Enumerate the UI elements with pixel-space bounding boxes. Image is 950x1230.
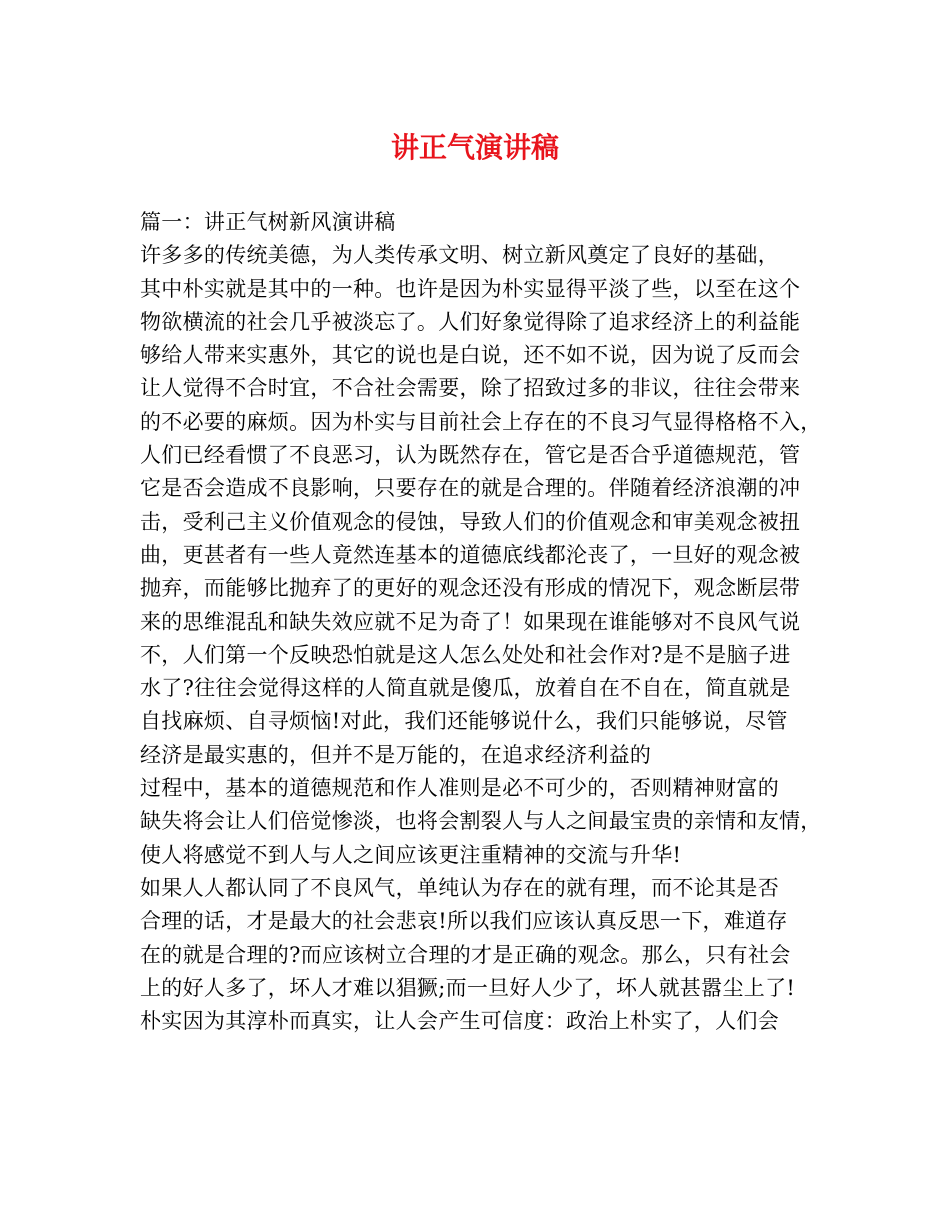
text-line: 经济是最实惠的，但并不是万能的，在追求经济利益的 xyxy=(140,742,652,767)
text-line: 使人将感觉不到人与人之间应该更注重精神的交流与升华! xyxy=(140,842,682,867)
text-line: 朴实因为其淳朴而真实，让人会产生可信度：政治上朴实了，人们会 xyxy=(140,1009,779,1034)
text-line: 曲，更甚者有一些人竟然连基本的道德底线都沦丧了，一旦好的观念被 xyxy=(140,542,801,567)
text-line: 够给人带来实惠外，其它的说也是白说，还不如不说，因为说了反而会 xyxy=(140,343,801,368)
text-line: 不，人们第一个反映恐怕就是这人怎么处处和社会作对?是不是脑子进 xyxy=(140,642,791,667)
text-line: 缺失将会让人们倍觉惨淡，也将会割裂人与人之间最宝贵的亲情和友情， xyxy=(140,809,822,834)
document-title: 讲正气演讲稿 xyxy=(390,131,559,164)
text-line: 自找麻烦、自寻烦恼!对此，我们还能够说什么，我们只能够说，尽管 xyxy=(140,709,788,734)
text-line: 物欲横流的社会几乎被淡忘了。人们好象觉得除了追求经济上的利益能 xyxy=(140,309,801,334)
text-line: 如果人人都认同了不良风气，单纯认为存在的就有理，而不论其是否 xyxy=(140,875,779,900)
text-line: 它是否会造成不良影响，只要存在的就是合理的。伴随着经济浪潮的冲 xyxy=(140,476,801,501)
text-line: 许多多的传统美德，为人类传承文明、树立新风奠定了良好的基础， xyxy=(140,243,779,268)
document-body xyxy=(140,206,825,1038)
text-line: 抛弃，而能够比抛弃了的更好的观念还没有形成的情况下，观念断层带 xyxy=(140,576,801,601)
text-line: 过程中，基本的道德规范和作人准则是必不可少的，否则精神财富的 xyxy=(140,776,779,801)
text-line: 水了?往往会觉得这样的人简直就是傻瓜，放着自在不自在，简直就是 xyxy=(140,676,791,701)
text-line: 的不必要的麻烦。因为朴实与目前社会上存在的不良习气显得格格不入， xyxy=(140,409,822,434)
text-line: 让人觉得不合时宜，不合社会需要，除了招致过多的非议，往往会带来 xyxy=(140,376,801,401)
text-line: 来的思维混乱和缺失效应就不足为奇了！如果现在谁能够对不良风气说 xyxy=(140,609,801,634)
text-line: 击，受利己主义价值观念的侵蚀，导致人们的价值观念和审美观念被扭 xyxy=(140,509,801,534)
text-line: 篇一：讲正气树新风演讲稿 xyxy=(140,210,396,234)
text-line: 在的就是合理的?而应该树立合理的才是正确的观念。那么，只有社会 xyxy=(140,942,791,967)
text-line: 合理的话，才是最大的社会悲哀!所以我们应该认真反思一下，难道存 xyxy=(140,909,788,934)
text-line: 其中朴实就是其中的一种。也许是因为朴实显得平淡了些，以至在这个 xyxy=(140,276,801,301)
text-line: 人们已经看惯了不良恶习，认为既然存在，管它是否合乎道德规范，管 xyxy=(140,443,801,468)
text-line: 上的好人多了，坏人才难以猖獗;而一旦好人少了，坏人就甚嚣尘上了! xyxy=(140,975,796,1000)
